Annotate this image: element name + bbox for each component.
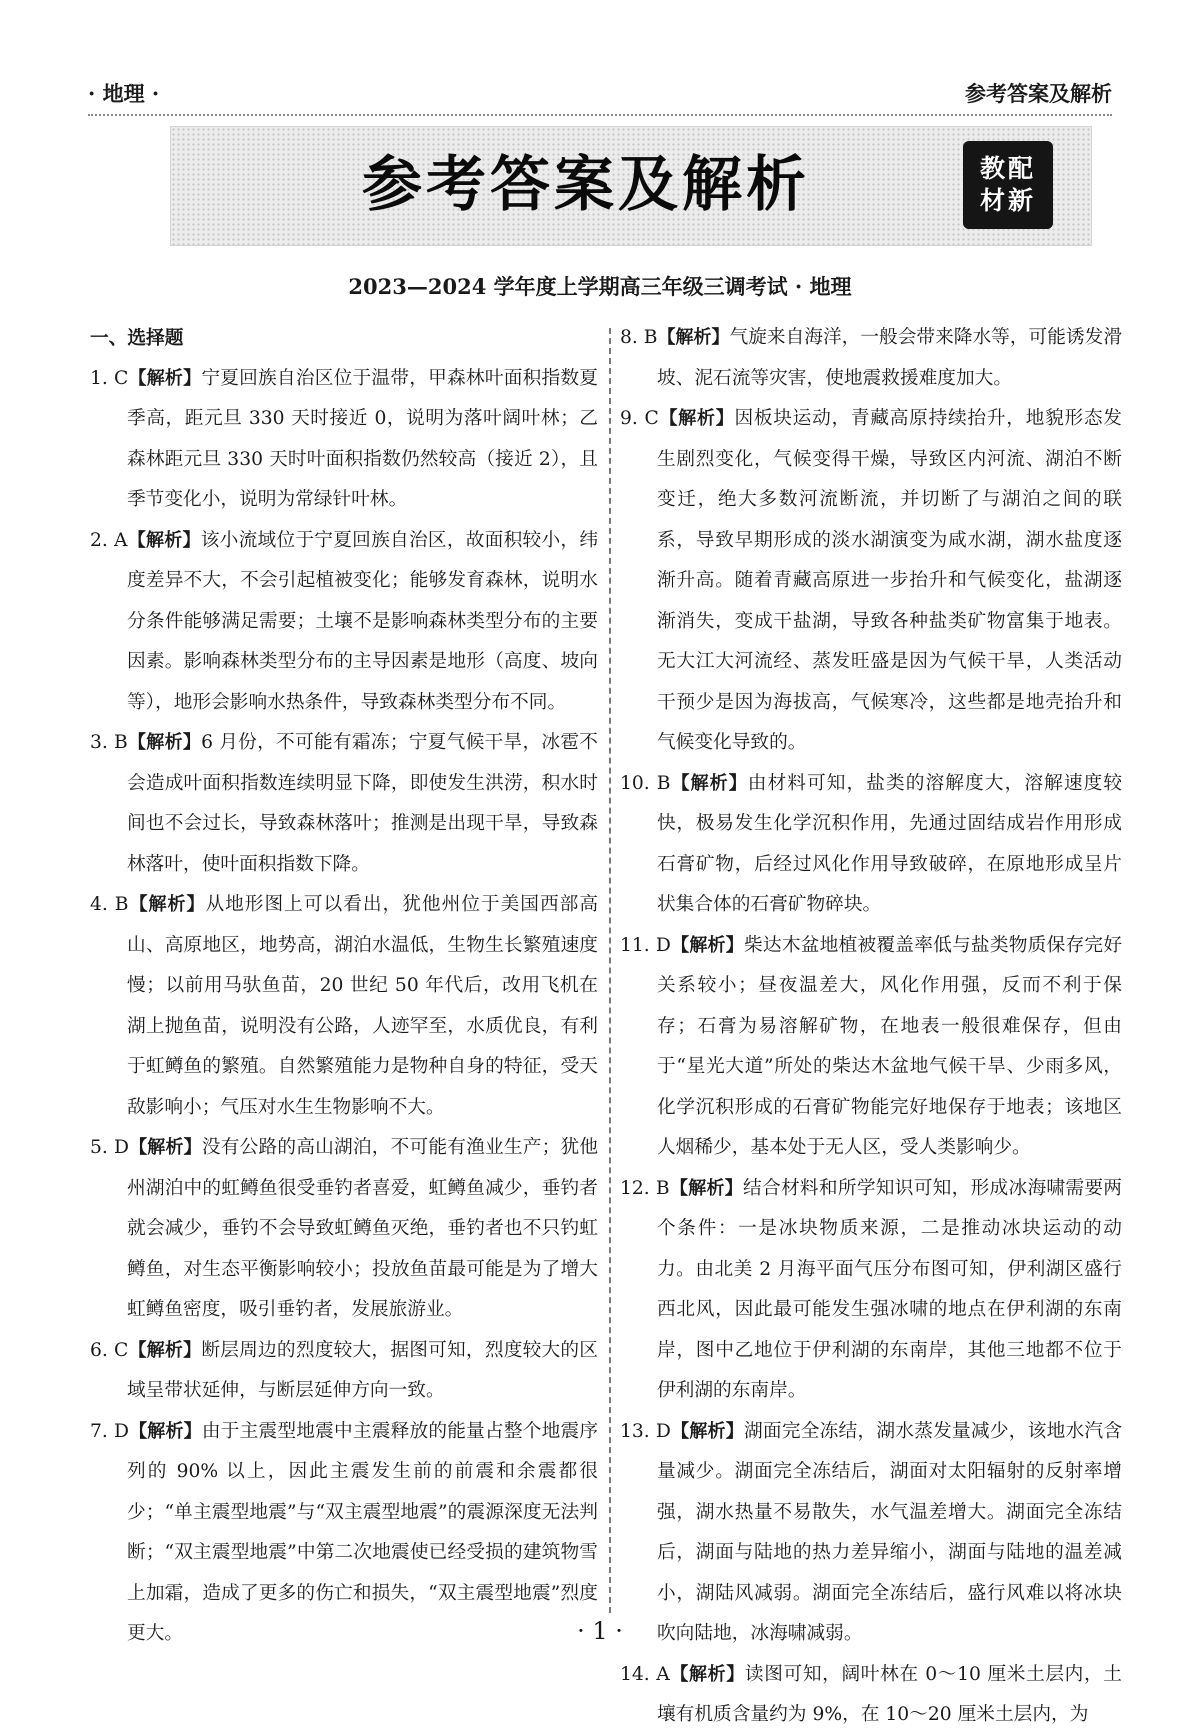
answer-item: [620, 399, 1122, 764]
analysis-label: 【解析】: [128, 894, 206, 915]
section-heading: 一、选择题: [90, 327, 184, 349]
seal-row-bottom: 材新: [979, 186, 1036, 215]
answer-key: 2. A: [90, 529, 128, 551]
answer-item: [90, 885, 598, 1128]
analysis-label: 【解析】: [670, 772, 748, 794]
answer-key: 6. C: [90, 1339, 129, 1361]
answer-key: 13. D: [620, 1420, 671, 1442]
answer-item: [620, 926, 1122, 1169]
answer-key: 4. B: [90, 894, 129, 915]
answer-item: [620, 1655, 1122, 1736]
answer-item: [90, 521, 598, 724]
analysis-label: 【解析】: [127, 529, 201, 551]
right-column: [620, 318, 1123, 1725]
answer-key: 11. D: [620, 934, 671, 956]
answer-item: [90, 1128, 598, 1331]
banner-title: 参考答案及解析: [362, 150, 810, 220]
analysis-text: 该小流域位于宁夏回族自治区，故面积较小，纬度差异不大，不会引起植被变化；能够发育森林，说明水分条件能够满足需要；土壤不是影响森林类型分布的主要因素。影响森林类型分布的主导因素是地形（高度、坡向等），地形会影响水热条件，导致森林类型分布不同。: [127, 529, 599, 713]
analysis-text: 断层周边的烈度较大，据图可知，烈度较大的区域呈带状延伸，与断层延伸方向一致。: [127, 1339, 598, 1401]
analysis-text: 结合材料和所学知识可知，形成冰海啸需要两个条件：一是冰块物质来源，二是推动冰块运动的动力。由北美 2 月海平面气压分布图可知，伊利湖区盛行西北风，因此最可能发生强冰啸的地点在伊利湖的东南岸，图中乙地位于伊利湖的东南岸，其他三地都不位于伊利湖的东南岸。: [657, 1177, 1122, 1401]
analysis-label: 【解析】: [669, 1177, 744, 1199]
answer-key: 1. C: [90, 367, 129, 389]
new-textbook-seal: [963, 141, 1053, 229]
analysis-label: 【解析】: [127, 732, 202, 753]
analysis-label: 【解析】: [670, 934, 744, 956]
answer-key: 3. B: [90, 732, 128, 753]
answer-item: [90, 723, 598, 885]
subject-label: · 地理 ·: [88, 81, 160, 106]
analysis-label: 【解析】: [670, 1420, 744, 1442]
answer-key: 14. A: [620, 1663, 670, 1685]
analysis-label: 【解析】: [657, 327, 730, 348]
analysis-label: 【解析】: [658, 408, 735, 429]
analysis-text: 没有公路的高山湖泊，不可能有渔业生产；犹他州湖泊中的虹鳟鱼很受垂钓者喜爱，虹鳟鱼减少，垂钓者就会减少，垂钓不会导致虹鳟鱼灭绝，垂钓者也不只钓虹鳟鱼，对生态平衡影响较小；投放鱼苗最可能是为了增大虹鳟鱼密度，吸引垂钓者，发展旅游业。: [127, 1137, 599, 1320]
section-label-header: 参考答案及解析: [965, 81, 1112, 106]
answer-key: 5. D: [90, 1137, 129, 1158]
answer-item: [620, 318, 1122, 399]
analysis-text: 由于主震型地震中主震释放的能量占整个地震序列的 90% 以上，因此主震发生前的前震和余震都很少；“单主震型地震”与“双主震型地震”的震源深度无法判断；“双主震型地震”中第二次地震使已经受损的建筑物雪上加霜，造成了更多的伤亡和损失，“双主震型地震”烈度更大。: [127, 1420, 599, 1644]
answer-item: [90, 1331, 598, 1412]
analysis-label: 【解析】: [669, 1663, 745, 1685]
left-column: [90, 318, 599, 1644]
page-number: · 1 ·: [577, 1617, 623, 1645]
title-banner: [170, 126, 1092, 246]
answer-key: 10. B: [620, 772, 671, 794]
seal-row-top: 教配: [979, 154, 1036, 183]
analysis-text: 湖面完全冻结，湖水蒸发量减少，该地水汽含量减少。湖面完全冻结后，湖面对太阳辐射的反射率增强，湖水热量不易散失，水气温差增大。湖面完全冻结后，湖面与陆地的热力差异缩小，湖面与陆地的温差减小，湖陆风减弱。湖面完全冻结后，盛行风难以将冰块吹向陆地，冰海啸减弱。: [657, 1420, 1123, 1644]
analysis-text: 因板块运动，青藏高原持续抬升，地貌形态发生剧烈变化，气候变得干燥，导致区内河流、湖泊不断变迁，绝大多数河流断流，并切断了与湖泊之间的联系，导致早期形成的淡水湖演变为咸水湖，湖水盐度逐渐升高。随着青藏高原进一步抬升和气候变化，盐湖逐渐消失，变成干盐湖，导致各种盐类矿物富集于地表。无大江大河流经、蒸发旺盛是因为气候干旱，人类活动干预少是因为海拔高，气候寒冷，这些都是地壳抬升和气候变化导致的。: [657, 408, 1122, 753]
analysis-label: 【解析】: [128, 1137, 202, 1158]
analysis-label: 【解析】: [128, 367, 202, 389]
analysis-text: 气旋来自海洋，一般会带来降水等，可能诱发滑坡、泥石流等灾害，使地震救援难度加大。: [657, 327, 1123, 389]
analysis-label: 【解析】: [128, 1420, 202, 1442]
analysis-text: 由材料可知，盐类的溶解度大，溶解速度较快，极易发生化学沉积作用，先通过固结成岩作用形成石膏矿物，后经过风化作用导致破碎，在原地形成呈片状集合体的石膏矿物碎块。: [657, 772, 1123, 915]
column-divider: [609, 328, 611, 1613]
answer-item: [90, 359, 598, 521]
analysis-text: 从地形图上可以看出，犹他州位于美国西部高山、高原地区，地势高，湖泊水温低，生物生长繁殖速度慢；以前用马驮鱼苗，20 世纪 50 年代后，改用飞机在湖上抛鱼苗，说明没有公路，人迹罕至，水质优良，有利于虹鳟鱼的繁殖。自然繁殖能力是物种自身的特征，受天敌影响小；气压对水生生物影响不大。: [127, 894, 599, 1118]
answer-item: [620, 1169, 1122, 1412]
analysis-text: 6 月份，不可能有霜冻；宁夏气候干旱，冰雹不会造成叶面积指数连续明显下降，即使发生洪涝，积水时间也不会过长，导致森林落叶；推测是出现干旱，导致森林落叶，使叶面积指数下降。: [127, 732, 598, 875]
exam-title: 2023—2024 学年度上学期高三年级三调考试 · 地理: [348, 274, 852, 299]
running-header: [88, 78, 1112, 108]
answer-key: 12. B: [620, 1177, 670, 1199]
analysis-label: 【解析】: [128, 1339, 202, 1361]
analysis-text: 柴达木盆地植被覆盖率低与盐类物质保存完好关系较小；昼夜温差大，风化作用强，反而不利于保存；石膏为易溶解矿物，在地表一般很难保存，但由于“星光大道”所处的柴达木盆地气候干旱、少雨多风，化学沉积形成的石膏矿物能完好地保存于地表；该地区人烟稀少，基本处于无人区，受人类影响少。: [657, 934, 1123, 1158]
analysis-text: 读图可知，阔叶林在 0～10 厘米土层内，土壤有机质含量约为 9%，在 10～20 厘米土层内，为: [657, 1663, 1122, 1725]
answer-key: 9. C: [620, 408, 659, 429]
header-divider: [88, 114, 1112, 116]
answer-key: 7. D: [90, 1420, 129, 1442]
answer-key: 8. B: [620, 327, 658, 348]
analysis-text: 宁夏回族自治区位于温带，甲森林叶面积指数夏季高，距元旦 330 天时接近 0，说明为落叶阔叶林；乙森林距元旦 330 天时叶面积指数仍然较高（接近 2），且季节变化小，说明为常绿针叶林。: [127, 367, 598, 510]
answer-item: [620, 764, 1122, 926]
